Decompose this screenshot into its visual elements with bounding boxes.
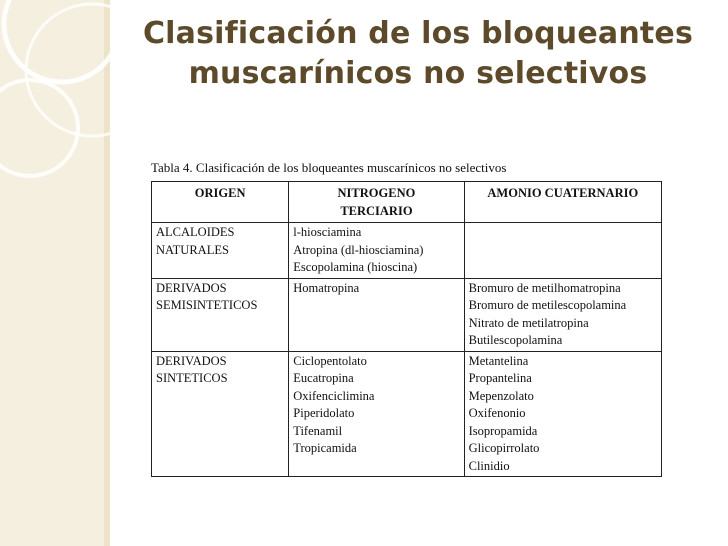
cell-text: Nitrato de metilatropina	[468, 315, 589, 330]
cell-cuaternario	[464, 278, 661, 351]
header-amonio-cuaternario: AMONIO CUATERNARIO	[464, 182, 661, 223]
header-origen: ORIGEN	[152, 182, 289, 223]
table-row	[152, 351, 662, 477]
cell-text: Atropina (dl-hiosciamina)	[293, 242, 424, 257]
cell-text: Oxifenonio	[468, 406, 526, 420]
header-nitrogeno-line-2: TERCIARIO	[340, 203, 413, 218]
cell-text: Clinidio	[468, 458, 510, 473]
slide-title	[112, 14, 724, 94]
classification-table	[151, 181, 662, 477]
cell-text: Tifenamil	[293, 423, 343, 438]
cell-text: Propantelina	[468, 371, 532, 385]
slide-title-line-1: Clasificación de los bloqueantes	[142, 16, 694, 51]
cell-text: Glicopirrolato	[468, 441, 540, 455]
decorative-circles	[0, 0, 130, 546]
cell-text: Eucatropina	[293, 371, 354, 385]
cell-cuaternario	[464, 351, 661, 477]
cell-origen	[152, 223, 289, 279]
cell-origen	[152, 351, 289, 477]
cell-text: DERIVADOS	[156, 280, 227, 295]
cell-text: Metantelina	[468, 353, 529, 368]
cell-text: Isopropamida	[468, 423, 538, 438]
cell-text: Bromuro de metilescopolamina	[468, 298, 627, 312]
cell-terciario	[289, 278, 464, 351]
slide-title-line-2: muscarínicos no selectivos	[188, 56, 648, 91]
cell-text: Tropicamida	[293, 441, 357, 455]
cell-text: Bromuro de metilhomatropina	[468, 280, 621, 295]
cell-text: Oxifenciclimina	[293, 388, 375, 403]
table-header-row	[152, 182, 662, 223]
cell-text: ALCALOIDES	[156, 225, 235, 239]
header-nitrogeno-line-1: NITROGENO	[337, 186, 416, 200]
cell-text: SINTETICOS	[156, 371, 228, 385]
cell-text: Mepenzolato	[468, 388, 534, 403]
cell-origen	[152, 278, 289, 351]
cell-text: DERIVADOS	[156, 353, 227, 368]
cell-text: SEMISINTETICOS	[156, 298, 258, 312]
cell-text: Homatropina	[293, 280, 360, 295]
cell-text: Butilescopolamina	[468, 333, 563, 347]
cell-cuaternario	[464, 223, 661, 279]
cell-text: Escopolamina (hioscina)	[293, 260, 418, 274]
header-nitrogeno-terciario	[289, 182, 464, 223]
cell-text: Piperidolato	[293, 406, 355, 420]
cell-terciario	[289, 351, 464, 477]
cell-text: l-hiosciamina	[293, 225, 362, 239]
table-row	[152, 278, 662, 351]
cell-text: Ciclopentolato	[293, 353, 367, 368]
table-row	[152, 223, 662, 279]
cell-text: NATURALES	[156, 242, 229, 257]
table-caption: Tabla 4. Clasificación de los bloqueantes muscarínicos no selectivos	[151, 160, 507, 175]
cell-terciario	[289, 223, 464, 279]
